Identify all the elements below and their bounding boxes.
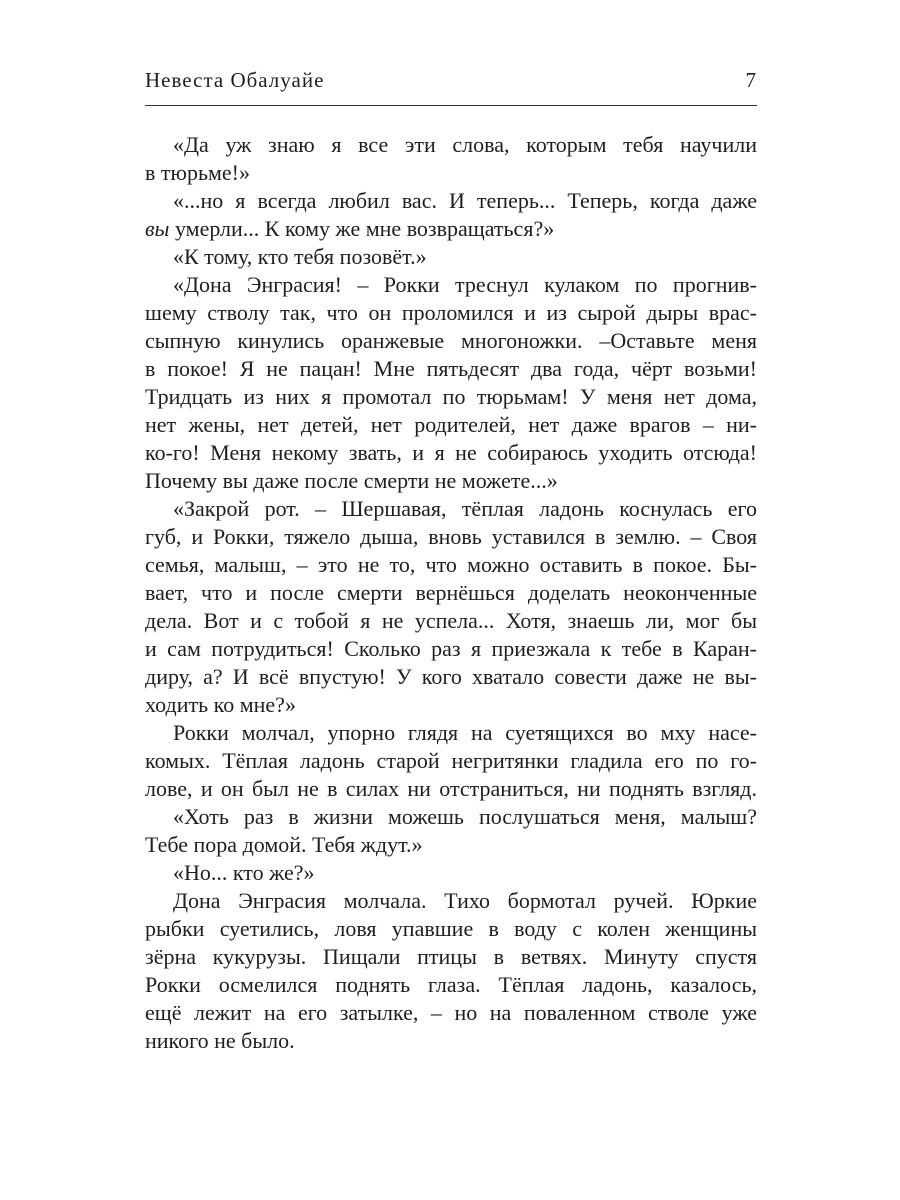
- line-text: умерли... К кому же мне возвращаться?»: [169, 216, 555, 241]
- page-number: 7: [745, 68, 757, 92]
- text-line: [145, 775, 757, 803]
- line-text: «Да уж знаю я все эти слова, которым тебя научили: [173, 132, 757, 157]
- text-line: [145, 551, 757, 579]
- text-line: [145, 271, 757, 299]
- text-line: [145, 495, 757, 523]
- running-title: Невеста Обалуайе: [145, 68, 325, 92]
- line-text: нет жены, нет детей, нет родителей, нет даже врагов – ни-: [145, 412, 757, 437]
- text-line: [145, 467, 757, 495]
- line-text: дела. Вот и с тобой я не успела... Хотя, знаешь ли, мог бы: [145, 608, 757, 633]
- text-line: [145, 971, 757, 999]
- text-line: [145, 831, 757, 859]
- line-text: рыбки суетились, ловя упавшие в воду с колен женщины: [145, 916, 757, 941]
- text-line: [145, 355, 757, 383]
- line-text: «Дона Энграсия! – Рокки треснул кулаком по прогнив-: [173, 272, 757, 297]
- line-text: в тюрьме!»: [145, 160, 250, 185]
- line-text: Почему вы даже после смерти не можете...»: [145, 468, 558, 493]
- line-text: «Но... кто же?»: [173, 860, 315, 885]
- text-line: [145, 635, 757, 663]
- line-text: в покое! Я не пацан! Мне пятьдесят два года, чёрт возьми!: [145, 356, 757, 381]
- line-text: семья, малыш, – это не то, что можно оставить в покое. Бы-: [145, 552, 757, 577]
- text-line: [145, 747, 757, 775]
- text-line: [145, 803, 757, 831]
- line-text: Тридцать из них я промотал по тюрьмам! У меня нет дома,: [145, 384, 757, 409]
- line-text: никого не было.: [145, 1028, 295, 1053]
- line-text: вает, что и после смерти вернёшься доделать неоконченные: [145, 580, 757, 605]
- text-line: [145, 131, 757, 159]
- line-text: сыпную кинулись оранжевые многоножки. –Оставьте меня: [145, 328, 757, 353]
- text-line: [145, 887, 757, 915]
- line-text: шему стволу так, что он проломился и из сырой дыры врас-: [145, 300, 757, 325]
- line-text: комых. Тёплая ладонь старой негритянки гладила его по го-: [145, 748, 757, 773]
- line-text: ходить ко мне?»: [145, 692, 296, 717]
- body-text: [145, 131, 757, 1055]
- text-line: [145, 523, 757, 551]
- text-line: [145, 1027, 757, 1055]
- line-text: ещё лежит на его затылке, – но на поваленном стволе уже: [145, 1000, 757, 1025]
- text-line: [145, 159, 757, 187]
- line-text: Рокки молчал, упорно глядя на суетящихся во мху насе-: [173, 720, 757, 745]
- line-text: «Закрой рот. – Шершавая, тёплая ладонь коснулась его: [173, 496, 757, 521]
- line-text: Рокки осмелился поднять глаза. Тёплая ладонь, казалось,: [145, 972, 757, 997]
- line-text: зёрна кукурузы. Пищали птицы в ветвях. Минуту спустя: [145, 944, 757, 969]
- line-text: губ, и Рокки, тяжело дыша, вновь уставился в землю. – Своя: [145, 524, 757, 549]
- text-line: [145, 691, 757, 719]
- line-text: и сам потрудиться! Сколько раз я приезжала к тебе в Каран-: [145, 636, 757, 661]
- text-line: [145, 439, 757, 467]
- running-header: [145, 68, 757, 98]
- line-text: Дона Энграсия молчала. Тихо бормотал ручей. Юркие: [173, 888, 757, 913]
- text-line: [145, 607, 757, 635]
- line-text: лове, и он был не в силах ни отстраниться, ни поднять взгляд.: [145, 776, 757, 801]
- text-line: [145, 719, 757, 747]
- line-text: ко-го! Меня некому звать, и я не собираюсь уходить отсюда!: [145, 440, 757, 465]
- text-line: [145, 999, 757, 1027]
- text-line: [145, 215, 757, 243]
- text-line: [145, 915, 757, 943]
- text-line: [145, 243, 757, 271]
- text-line: [145, 859, 757, 887]
- header-rule: [145, 105, 757, 106]
- text-line: [145, 299, 757, 327]
- line-text: «...но я всегда любил вас. И теперь... Теперь, когда даже: [173, 188, 757, 213]
- text-line: [145, 411, 757, 439]
- text-line: [145, 327, 757, 355]
- text-line: [145, 943, 757, 971]
- line-text: «К тому, кто тебя позовёт.»: [173, 244, 427, 269]
- text-line: [145, 187, 757, 215]
- line-text: диру, а? И всё впустую! У кого хватало совести даже не вы-: [145, 664, 757, 689]
- text-line: [145, 663, 757, 691]
- text-line: [145, 383, 757, 411]
- line-text: Тебе пора домой. Тебя ждут.»: [145, 832, 423, 857]
- line-text: «Хоть раз в жизни можешь послушаться меня, малыш?: [173, 804, 757, 829]
- text-line: [145, 579, 757, 607]
- italic-word: вы: [145, 216, 170, 241]
